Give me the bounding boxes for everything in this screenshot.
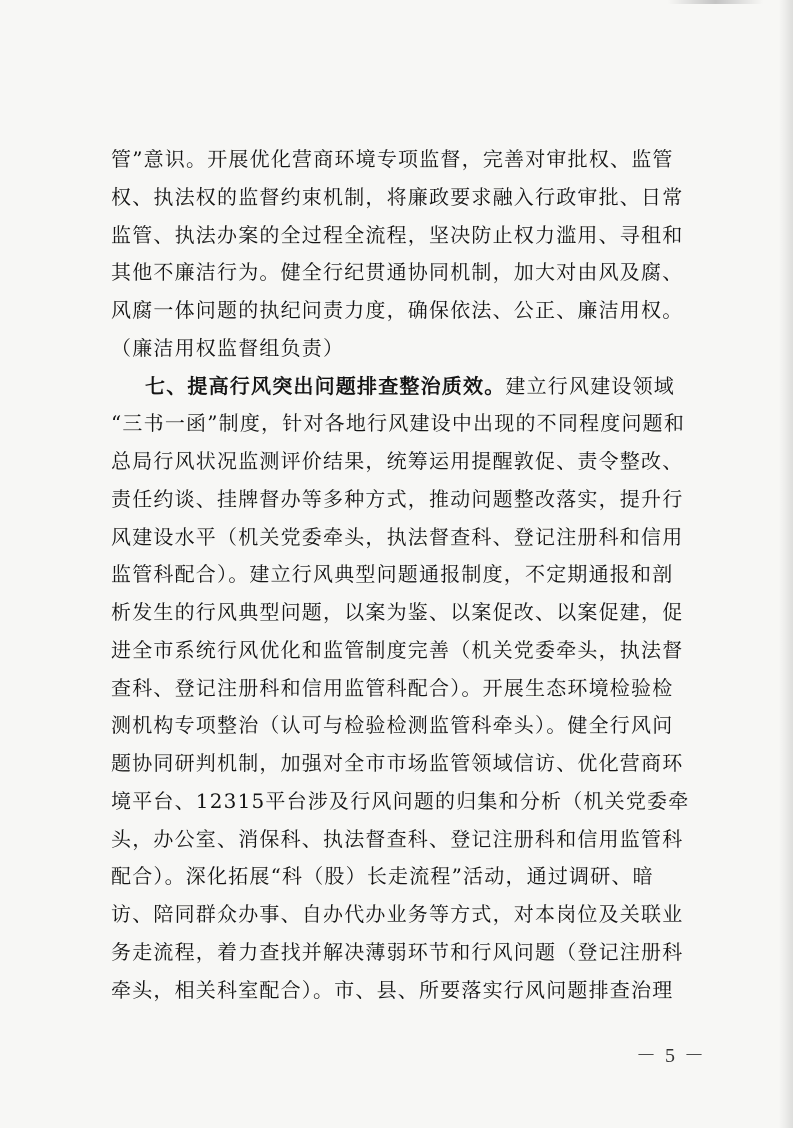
text-line: 总局行风状况监测评价结果，统筹运用提醒敦促、责令整改、	[111, 449, 684, 473]
text-line: 头，办公室、消保科、执法督查科、登记注册科和信用监管科	[111, 826, 684, 851]
text-line: 风建设水平（机关党委牵头，执法督查科、登记注册科和信用	[111, 524, 684, 549]
text-line: 权、执法权的监督约束机制，将廉政要求融入行政审批、日常	[111, 184, 684, 209]
text-line: 查科、登记注册科和信用监管科配合）。开展生态环境检验检	[111, 675, 674, 700]
scan-top-mark	[668, 0, 763, 4]
text-line: 风腐一体问题的执纪问责力度，确保依法、公正、廉洁用权。	[111, 298, 684, 322]
page-number: － 5 －	[636, 1045, 706, 1067]
page-edge-shadow	[779, 0, 793, 1128]
text-line: 监管、执法办案的全过程全流程，坚决防止权力滥用、寻租和	[111, 222, 684, 247]
text-line: 牵头，相关科室配合）。市、县、所要落实行风问题排查治理	[111, 977, 674, 1002]
text-line: “三书一函”制度，针对各地行风建设中出现的不同程度问题和	[111, 411, 686, 436]
section-first-line	[111, 368, 696, 406]
text-line: 题协同研判机制，加强对全市市场监管领域信访、优化营商环	[111, 751, 684, 775]
text-line: 责任约谈、挂牌督办等多种方式，推动问题整改落实，提升行	[111, 486, 684, 511]
text-line: （廉洁用权监督组负责）	[111, 335, 345, 360]
text-line: 监管科配合）。建立行风典型问题通报制度，不定期通报和剖	[111, 562, 674, 587]
text-line: 配合）。深化拓展“科（股）长走流程”活动，通过调研、暗	[111, 864, 654, 889]
text-line: 进全市系统行风优化和监管制度完善（机关党委牵头，执法督	[111, 637, 684, 662]
text-line: 测机构专项整治（认可与检验检测监管科牵头）。健全行风问	[111, 713, 674, 738]
text-line: 境平台、12315平台涉及行风问题的归集和分析（机关党委牵	[111, 788, 690, 813]
document-body	[111, 141, 696, 1009]
section-first-line-text: 建立行风建设领域	[505, 373, 676, 398]
section-heading: 七、提高行风突出问题排查整治质效。	[145, 373, 506, 398]
text-line: 访、陪同群众办事、自办代办业务等方式，对本岗位及关联业	[111, 902, 684, 926]
text-line: 其他不廉洁行为。健全行纪贯通协同机制，加大对由风及腐、	[111, 260, 684, 285]
text-line: 务走流程，着力查找并解决薄弱环节和行风问题（登记注册科	[111, 939, 684, 964]
text-line: 管”意识。开展优化营商环境专项监督，完善对审批权、监管	[111, 147, 674, 171]
text-line: 析发生的行风典型问题，以案为鉴、以案促改、以案促建，促	[111, 600, 684, 624]
